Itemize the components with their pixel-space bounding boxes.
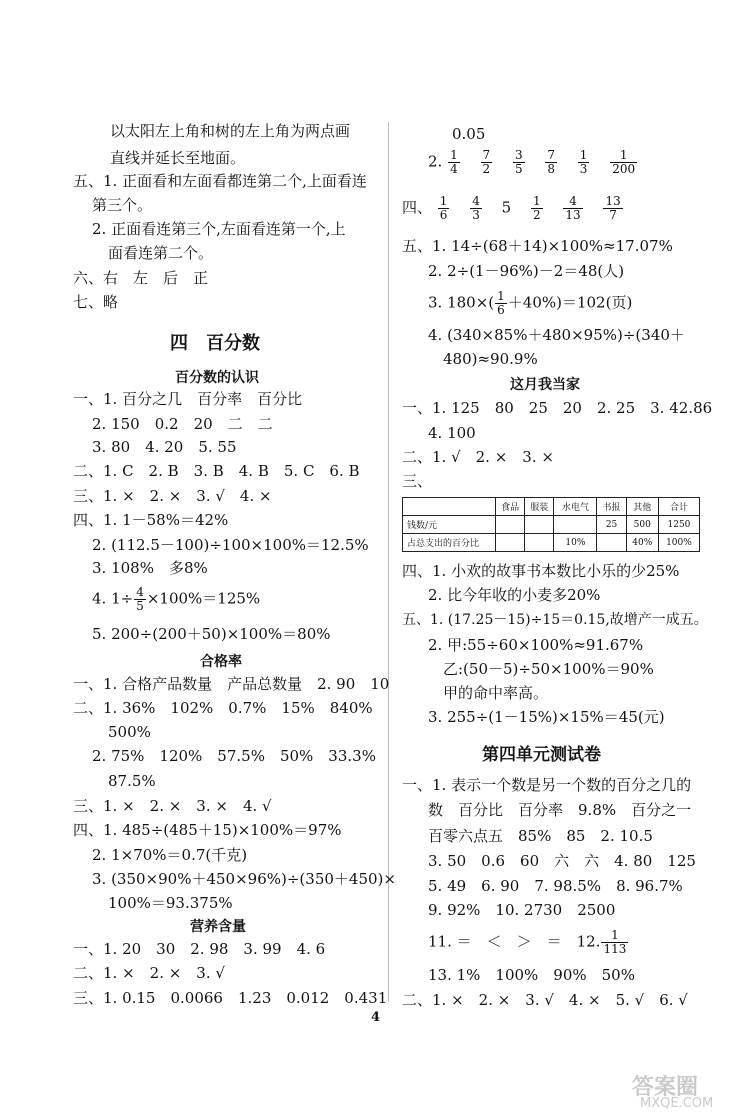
fraction-denominator: 5 — [136, 599, 144, 613]
fraction-denominator: 200 — [612, 162, 636, 176]
table-cell — [525, 534, 554, 552]
s2-line-c: 500% — [108, 723, 151, 741]
right-line-14: 2. 比今年收的小麦多20% — [428, 586, 601, 604]
t7-prefix: 11. ＝ ＜ ＞ ＝ 12. — [428, 932, 601, 951]
fraction-numerator: 3 — [514, 148, 523, 162]
r3-middle: 5 — [501, 198, 512, 217]
s1-line-g: 2. (112.5－100)÷100×100%＝12.5% — [92, 536, 369, 554]
left-line-3: 五、1. 正面看和左面看都连第二个,上面看连 — [73, 172, 367, 190]
fraction — [610, 149, 637, 176]
fraction — [545, 149, 557, 176]
right-line-6 — [428, 290, 632, 317]
right-line-2 — [428, 149, 638, 176]
fraction-denominator: 4 — [450, 162, 458, 176]
s2-line-b: 二、1. 36% 102% 0.7% 15% 840% — [73, 699, 373, 717]
fraction-numerator: 1 — [610, 149, 637, 163]
section-title-percent-intro: 百分数的认识 — [175, 370, 259, 386]
fraction-numerator: 7 — [482, 148, 491, 162]
fraction-numerator: 1 — [532, 194, 541, 208]
right-line-8: 480)≈90.9% — [443, 350, 538, 368]
s3-line-c: 三、1. 0.15 0.0066 1.23 0.012 0.431 — [73, 989, 388, 1007]
s1-line-i — [92, 586, 260, 613]
table-cell — [597, 534, 626, 552]
right-line-7: 4. (340×85%＋480×95%)÷(340＋ — [428, 326, 685, 344]
r3-prefix: 四、 — [402, 198, 433, 217]
test-line-1: 一、1. 表示一个数是另一个数的百分之几的 — [402, 776, 692, 794]
test-line-4: 3. 50 0.6 60 六 六 4. 80 125 — [428, 852, 696, 870]
section-title-household: 这月我当家 — [510, 377, 580, 393]
left-line-5: 2. 正面看连第三个,左面看连第一个,上 — [92, 220, 346, 238]
fraction — [603, 195, 622, 222]
left-line-4: 第三个。 — [92, 196, 153, 214]
fraction-numerator: 1 — [450, 148, 458, 162]
fraction — [531, 195, 543, 222]
table-row-label: 占总支出的百分比 — [403, 534, 496, 552]
left-line-7: 六、右 左 后 正 — [73, 269, 209, 287]
s1-line-d: 二、1. C 2. B 3. B 4. B 5. C 6. B — [73, 462, 360, 480]
test-line-3: 百零六点五 85% 85 2. 10.5 — [428, 827, 653, 845]
table-cell: 10% — [554, 534, 597, 552]
table-row — [403, 516, 700, 534]
table-header-cell: 食品 — [496, 498, 525, 516]
right-line-1: 0.05 — [452, 125, 486, 143]
watermark-url: MXQE.COM — [640, 1096, 714, 1111]
s1-i-suffix: ×100%＝125% — [146, 589, 261, 608]
table-cell — [554, 516, 597, 534]
watermark-title: 答案圈 — [632, 1075, 699, 1100]
right-line-10: 4. 100 — [428, 424, 476, 442]
table-header-cell: 合计 — [658, 498, 699, 516]
r2-prefix: 2. — [428, 152, 443, 171]
s2-line-j: 100%＝93.375% — [108, 894, 233, 912]
table-row — [403, 498, 700, 516]
left-line-6: 面看连第二个。 — [108, 244, 214, 262]
s1-line-b: 2. 150 0.2 20 二 二 — [92, 415, 273, 433]
page-number: 4 — [371, 1010, 381, 1025]
table-cell: 40% — [626, 534, 658, 552]
right-line-5: 2. 2÷(1－96%)－2＝48(人) — [428, 262, 625, 280]
table-cell — [496, 516, 525, 534]
test-line-9: 二、1. × 2. × 3. √ 4. × 5. √ 6. √ — [402, 991, 688, 1009]
fraction — [448, 149, 460, 176]
table-cell: 25 — [597, 516, 626, 534]
section-title-pass-rate: 合格率 — [200, 654, 242, 670]
fraction-numerator: 7 — [547, 148, 555, 162]
test-line-2: 数 百分比 百分率 9.8% 百分之一 — [428, 801, 692, 819]
s1-line-c: 3. 80 4. 20 5. 55 — [92, 438, 237, 456]
test-line-8: 13. 1% 100% 90% 50% — [428, 966, 635, 984]
fraction — [438, 195, 450, 222]
s2-line-h: 2. 1×70%＝0.7(千克) — [92, 846, 248, 864]
s1-line-h: 3. 108% 多8% — [92, 559, 208, 577]
fraction — [481, 149, 493, 176]
s2-line-i: 3. (350×90%＋450×96%)÷(350＋450)× — [92, 870, 396, 888]
right-line-3 — [402, 195, 624, 222]
section-title-nutrition: 营养含量 — [190, 919, 246, 935]
left-line-2: 直线并延长至地面。 — [110, 149, 246, 167]
fraction — [513, 149, 525, 176]
fraction-denominator: 6 — [497, 303, 505, 317]
table-cell — [496, 534, 525, 552]
fraction-numerator: 4 — [472, 194, 480, 208]
test-line-7 — [428, 929, 629, 956]
right-line-12: 三、 — [402, 472, 433, 490]
table-header-cell: 服装 — [525, 498, 554, 516]
fraction-denominator: 8 — [547, 162, 555, 176]
table-header-cell: 书报 — [597, 498, 626, 516]
unit-title: 四 百分数 — [170, 333, 260, 354]
fraction-denominator: 3 — [579, 162, 588, 176]
fraction-denominator: 113 — [603, 942, 627, 956]
right-line-15: 五、1. (17.25－15)÷15＝0.15,故增产一成五。 — [402, 612, 708, 628]
test-line-6: 9. 92% 10. 2730 2500 — [428, 901, 616, 919]
fraction — [134, 586, 146, 613]
fraction — [578, 149, 590, 176]
fraction-numerator: 1 — [579, 148, 588, 162]
s1-line-a: 一、1. 百分之几 百分率 百分比 — [73, 390, 303, 408]
right-line-18: 甲的命中率高。 — [443, 684, 549, 702]
table-row — [403, 534, 700, 552]
fraction-denominator: 2 — [532, 208, 541, 222]
s3-line-a: 一、1. 20 30 2. 98 3. 99 4. 6 — [73, 940, 326, 958]
s1-line-f: 四、1. 1－58%＝42% — [73, 511, 229, 529]
fraction-numerator: 4 — [563, 195, 582, 209]
expense-table — [402, 497, 700, 552]
fraction — [495, 290, 507, 317]
s2-line-a: 一、1. 合格产品数量 产品总数量 2. 90 10 — [73, 675, 390, 693]
right-line-9: 一、1. 125 80 25 20 2. 25 3. 42.86 — [402, 399, 713, 417]
right-line-4: 五、1. 14÷(68＋14)×100%≈17.07% — [402, 237, 673, 255]
left-line-1: 以太阳左上角和树的左上角为两点画 — [110, 122, 351, 140]
table-cell: 100% — [658, 534, 699, 552]
left-line-8: 七、略 — [73, 293, 119, 311]
table-cell: 500 — [626, 516, 658, 534]
right-line-11: 二、1. √ 2. × 3. × — [402, 448, 554, 466]
fraction-denominator: 2 — [482, 162, 491, 176]
unit-test-title: 第四单元测试卷 — [482, 745, 601, 765]
table-cell: 1250 — [658, 516, 699, 534]
r6-suffix: ＋40%)＝102(页) — [507, 293, 633, 312]
s1-line-j: 5. 200÷(200＋50)×100%＝80% — [92, 625, 331, 643]
table-header-cell — [403, 498, 496, 516]
right-line-17: 乙:(50－5)÷50×100%＝90% — [443, 660, 654, 678]
table-cell — [525, 516, 554, 534]
fraction-numerator: 1 — [497, 289, 505, 303]
s2-line-e: 87.5% — [108, 772, 156, 790]
fraction-denominator: 13 — [565, 208, 581, 222]
table-header-cell: 其他 — [626, 498, 658, 516]
fraction-denominator: 3 — [472, 208, 480, 222]
right-line-16: 2. 甲:55÷60×100%≈91.67% — [428, 636, 644, 654]
fraction — [601, 929, 628, 956]
test-line-5: 5. 49 6. 90 7. 98.5% 8. 96.7% — [428, 877, 683, 895]
s2-line-g: 四、1. 485÷(485＋15)×100%＝97% — [73, 821, 342, 839]
table-row-label: 钱数/元 — [403, 516, 496, 534]
s1-line-e: 三、1. × 2. × 3. √ 4. × — [73, 487, 272, 505]
fraction-denominator: 6 — [439, 208, 448, 222]
right-line-19: 3. 255÷(1－15%)×15%＝45(元) — [428, 708, 665, 726]
fraction-denominator: 5 — [514, 162, 523, 176]
watermark-logo — [618, 1062, 736, 1112]
table-header-cell: 水电气 — [554, 498, 597, 516]
fraction — [470, 195, 482, 222]
s3-line-b: 二、1. × 2. × 3. √ — [73, 964, 225, 982]
fraction-numerator: 4 — [136, 585, 144, 599]
fraction — [563, 195, 582, 222]
s1-i-prefix: 4. 1÷ — [92, 589, 134, 608]
fraction-numerator: 1 — [439, 194, 448, 208]
s2-line-f: 三、1. × 2. × 3. × 4. √ — [73, 797, 272, 815]
fraction-denominator: 7 — [609, 208, 617, 222]
r6-prefix: 3. 180×( — [428, 293, 495, 312]
s2-line-d: 2. 75% 120% 57.5% 50% 33.3% — [92, 747, 376, 765]
right-line-13: 四、1. 小欢的故事书本数比小乐的少25% — [402, 562, 680, 580]
fraction-numerator: 13 — [605, 194, 621, 208]
fraction-numerator: 1 — [601, 929, 628, 943]
